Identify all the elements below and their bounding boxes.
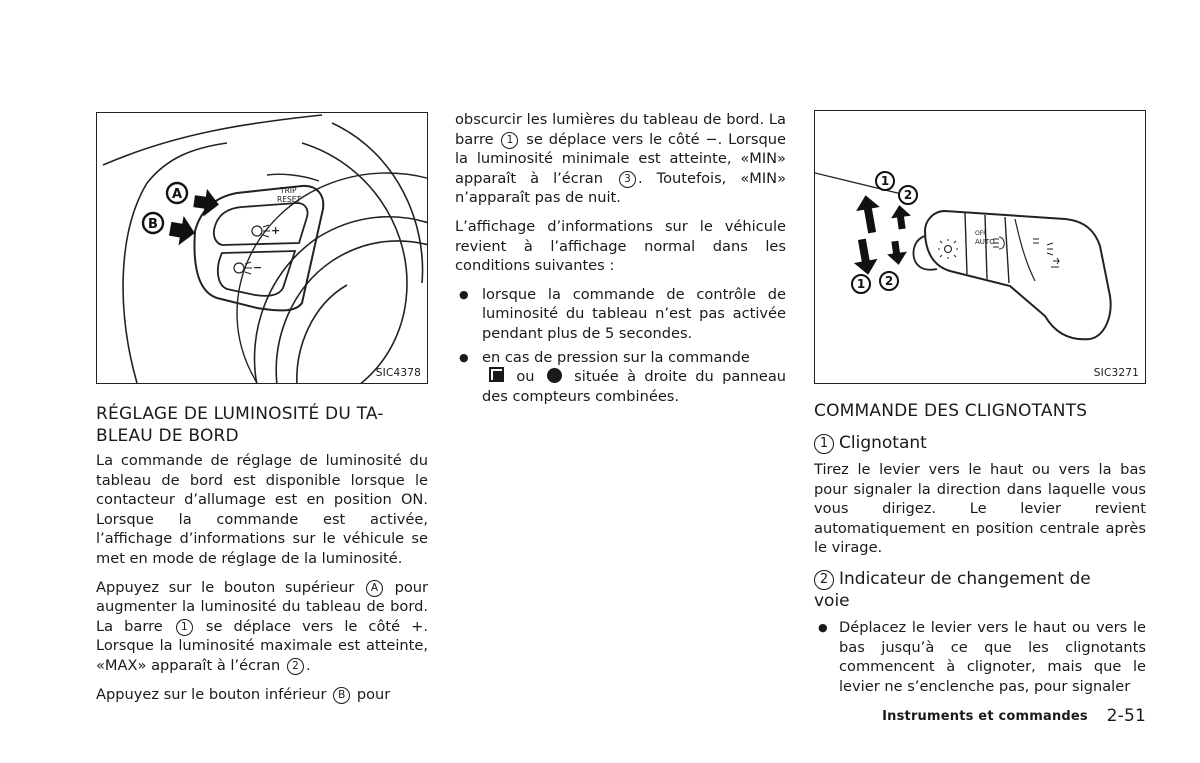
circle-2-icon: 2 bbox=[287, 658, 304, 675]
svg-text:+: + bbox=[271, 224, 281, 237]
page-number: 2-51 bbox=[1106, 706, 1146, 726]
paragraph-darken bbox=[455, 110, 786, 208]
paragraph-lower-button bbox=[96, 685, 428, 705]
text: voie bbox=[814, 590, 850, 611]
circle-b-icon: B bbox=[333, 687, 350, 704]
lane-change-list bbox=[814, 618, 1146, 696]
reset-label: RESET bbox=[277, 195, 302, 204]
section-heading bbox=[96, 403, 428, 447]
text: . bbox=[305, 656, 311, 674]
bullet-icon: ● bbox=[818, 620, 828, 634]
callout-1-top-label: 1 bbox=[880, 174, 890, 188]
callout-2-top-label: 2 bbox=[903, 188, 913, 202]
lever-illustration bbox=[815, 111, 1146, 384]
middle-column bbox=[455, 110, 786, 406]
svg-text:−: − bbox=[253, 261, 263, 274]
paragraph-intro: La commande de réglage de luminosité du tableau de bord est disponible lorsque le contacteur d’allumage est en position ON. Lorsque la commande est activée, l’affichage d’informations sur le véhicule se met en mode de réglage de la luminosité. bbox=[96, 452, 428, 567]
arrow-up-1-icon bbox=[854, 193, 884, 235]
list-item bbox=[455, 285, 786, 344]
auto-label: AUTO bbox=[975, 238, 995, 246]
callout-1-bottom-label: 1 bbox=[856, 277, 866, 291]
text: Appuyez sur le bouton inférieur bbox=[96, 685, 327, 703]
text: Indicateur de changement de bbox=[839, 568, 1091, 589]
text: Clignotant bbox=[839, 433, 927, 453]
conditions-list bbox=[455, 285, 786, 407]
off-label: OFF bbox=[975, 230, 987, 237]
paragraph-upper-button bbox=[96, 578, 428, 676]
heading-line-1: RÉGLAGE DE LUMINOSITÉ DU TA- bbox=[96, 404, 384, 424]
turn-signal-figure bbox=[814, 110, 1146, 384]
page-footer bbox=[882, 706, 1146, 726]
text: Déplacez le levier vers le haut ou vers le bas jusqu’à ce que les clignotants commencent à clignoter, mais que le levier ne s’enclenche pas, pour signaler bbox=[839, 618, 1146, 695]
trip-label: TRIP bbox=[280, 186, 297, 195]
circle-a-icon: A bbox=[366, 580, 383, 597]
text: Appuyez sur le bouton supérieur bbox=[96, 578, 355, 596]
list-item bbox=[455, 348, 786, 407]
paragraph-normal-display: L’affichage d’informations sur le véhicule revient à l’affichage normal dans les conditions suivantes : bbox=[455, 217, 786, 275]
text: pour augmenter la luminosité du tableau de bord. La barre bbox=[96, 578, 429, 635]
circle-2-icon: 2 bbox=[814, 570, 834, 590]
arrow-down-1-icon bbox=[850, 237, 880, 277]
circle-1-icon: 1 bbox=[814, 434, 834, 454]
subheading-lane-change bbox=[814, 568, 1146, 612]
callout-b-label: B bbox=[148, 217, 158, 232]
brightness-control-figure bbox=[96, 112, 428, 384]
bullet-icon: ● bbox=[459, 287, 469, 301]
list-item bbox=[814, 618, 1146, 696]
text: se déplace vers le côté −. Lorsque la luminosité minimale est atteinte, «MIN» apparaît à l’écran bbox=[455, 130, 787, 187]
arrow-b-icon bbox=[168, 214, 198, 248]
figure-code: SIC4378 bbox=[375, 367, 421, 379]
circle-3-icon: 3 bbox=[619, 171, 636, 188]
circle-1-icon: 1 bbox=[176, 619, 193, 636]
arrow-up-2-icon bbox=[889, 204, 912, 231]
section-heading: COMMANDE DES CLIGNOTANTS bbox=[814, 401, 1088, 421]
text: lorsque la commande de contrôle de luminosité du tableau n’est pas activée pendant plus de 5 secondes. bbox=[482, 285, 786, 342]
text: obscurcir les lumières du tableau de bord. La barre bbox=[455, 111, 786, 148]
text: . Toutefois, «MIN» n’apparaît pas de nuit. bbox=[455, 169, 786, 207]
text: se déplace vers le côté +. Lorsque la luminosité maximale est atteinte, «MAX» apparaît à l’écran bbox=[96, 617, 429, 674]
text: pour bbox=[356, 685, 391, 703]
text: ou bbox=[516, 368, 535, 386]
text: située à droite du panneau des compteurs combinées. bbox=[482, 368, 787, 405]
paragraph-turn-signal: Tirez le levier vers le haut ou vers la bas pour signaler la direction dans laquelle vous vous dirigez. Le levier revient automatiquement en position centrale après le virage. bbox=[814, 461, 1146, 557]
bullet-icon: ● bbox=[459, 350, 469, 364]
dashboard-illustration bbox=[97, 113, 428, 384]
callout-a-label: A bbox=[171, 187, 183, 202]
round-button-icon bbox=[547, 368, 562, 383]
circle-1-icon: 1 bbox=[501, 132, 518, 149]
callout-2-bottom-label: 2 bbox=[884, 274, 894, 288]
subheading-turn-signal bbox=[814, 432, 1146, 454]
square-button-icon bbox=[489, 367, 504, 382]
heading-line-2: BLEAU DE BORD bbox=[96, 426, 239, 446]
arrow-down-2-icon bbox=[885, 240, 908, 267]
text: en cas de pression sur la commande bbox=[482, 348, 750, 366]
arrow-a-icon bbox=[192, 187, 221, 218]
footer-section: Instruments et commandes bbox=[882, 709, 1088, 724]
figure-code: SIC3271 bbox=[1093, 367, 1139, 379]
